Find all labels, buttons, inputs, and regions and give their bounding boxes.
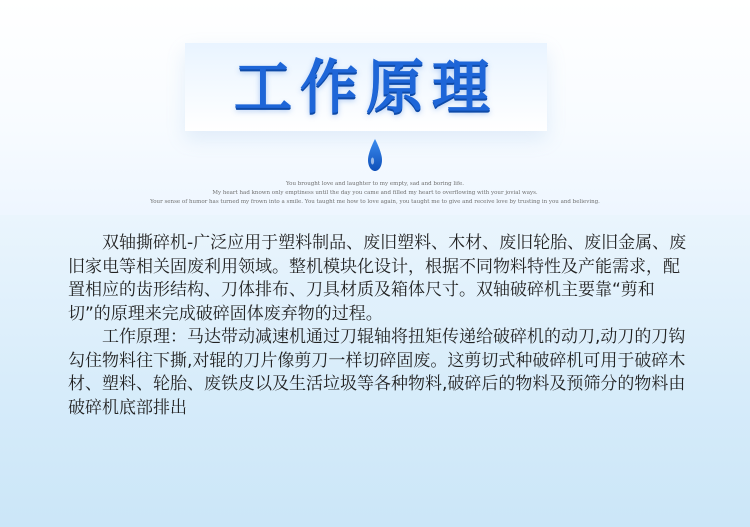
description-text [68, 232, 688, 420]
water-drop-icon [366, 138, 384, 172]
caption-line-3: Your sense of humor has turned my frown into a smile. You taught me how to love again, you taught me to give and receive love by trusting in you and believing. [150, 199, 600, 205]
caption-line-2: My heart had known only emptiness until the day you came and filled my heart to overflowing with your jovial ways. [212, 190, 538, 196]
paragraph-principle: 工作原理：马达带动减速机通过刀辊轴将扭矩传递给破碎机的动刀,动刀的刀钩勾住物料往下撕,对辊的刀片像剪刀一样切碎固废。这剪切式种破碎机可用于破碎木材、塑料、轮胎、废铁皮以及生活垃圾等各种物料,破碎后的物料及预筛分的物料由破碎机底部排出 [68, 327, 686, 418]
caption-line-1: You brought love and laughter to my empty, sad and boring life. [285, 181, 464, 187]
paragraph-intro: 双轴撕碎机-广泛应用于塑料制品、废旧塑料、木材、废旧轮胎、废旧金属、废旧家电等相关固废利用领域。整机模块化设计，根据不同物料特性及产能需求，配置相应的齿形结构、刀体排布、刀具材质及箱体尺寸。双轴破碎机主要靠“剪和切”的原理来完成破碎固体废弃物的过程。 [68, 233, 687, 324]
page-title: 工作原理 [233, 53, 498, 121]
